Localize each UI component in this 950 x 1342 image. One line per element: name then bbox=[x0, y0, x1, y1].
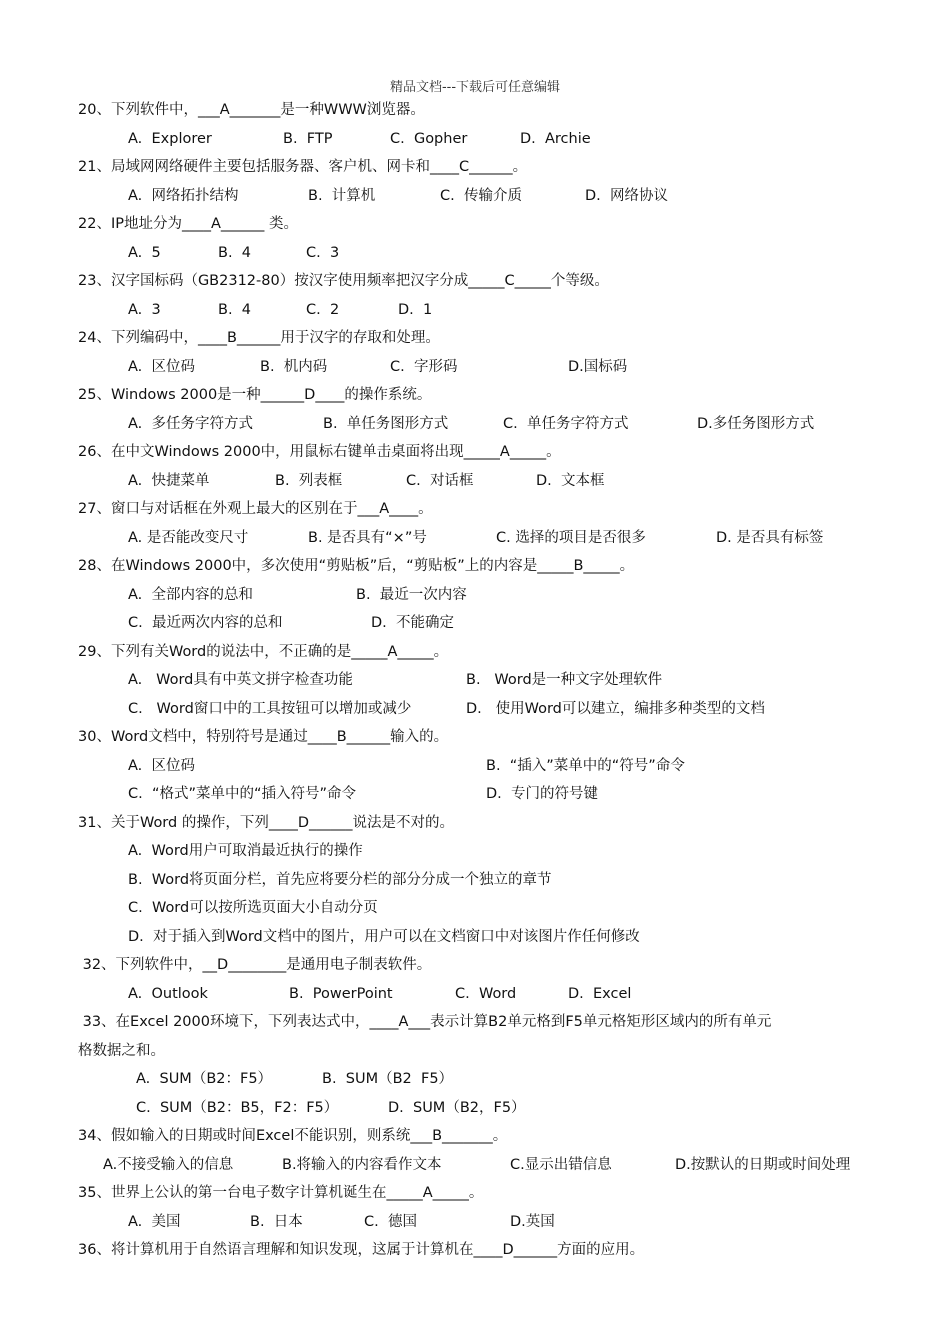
answer-option: D. 不能确定 bbox=[371, 615, 454, 631]
answer-option: B. 日本 bbox=[250, 1213, 303, 1230]
answer-option: A.不接受输入的信息 bbox=[103, 1156, 234, 1173]
question-stem: 36、将计算机用于自然语言理解和知识发现，这属于计算机在____D______方面的应用。 bbox=[78, 1242, 645, 1258]
answer-option: D. 1 bbox=[398, 301, 433, 318]
question-stem: 28、在Windows 2000中，多次使用“剪贴板”后，“剪贴板”上的内容是_____B_____。 bbox=[78, 558, 635, 574]
answer-option: A. 网络拓扑结构 bbox=[128, 187, 239, 204]
answer-option: C. 单任务字符方式 bbox=[503, 415, 629, 432]
answer-option: B. “插入”菜单中的“符号”命令 bbox=[486, 757, 685, 774]
answer-option: B. FTP bbox=[283, 130, 333, 147]
answer-option: D. Excel bbox=[568, 985, 632, 1002]
question-stem: 25、Windows 2000是一种______D____的操作系统。 bbox=[78, 387, 432, 403]
answer-option: B. 机内码 bbox=[260, 358, 328, 375]
answer-option: A. 美国 bbox=[128, 1213, 181, 1230]
answer-option: C. Word bbox=[455, 985, 517, 1002]
page-header: 精品文档---下载后可任意编辑 bbox=[389, 80, 561, 95]
answer-option: D. 网络协议 bbox=[585, 187, 668, 204]
answer-option: B. 4 bbox=[218, 301, 252, 318]
question-stem: 34、假如输入的日期或时间Excel不能识别，则系统___B_______。 bbox=[78, 1128, 508, 1144]
answer-option: C. “格式”菜单中的“插入符号”命令 bbox=[128, 786, 356, 802]
question-stem: 32、下列软件中，__D________是通用电子制表软件。 bbox=[78, 957, 432, 973]
answer-option: C. Word可以按所选页面大小自动分页 bbox=[128, 900, 378, 916]
answer-option: A. Outlook bbox=[128, 985, 208, 1002]
question-stem-continued: 格数据之和。 bbox=[78, 1042, 165, 1059]
answer-option: B. SUM（B2 F5） bbox=[322, 1071, 454, 1087]
answer-option: D.多任务图形方式 bbox=[697, 415, 815, 432]
answer-option: B. Word将页面分栏，首先应将要分栏的部分分成一个独立的章节 bbox=[128, 871, 552, 888]
answer-option: A. 多任务字符方式 bbox=[128, 415, 253, 432]
answer-option: A. SUM（B2：F5） bbox=[136, 1071, 273, 1087]
question-stem: 31、关于Word 的操作，下列____D______说法是不对的。 bbox=[78, 814, 454, 831]
question-stem: 22、IP地址分为____A______ 类。 bbox=[78, 216, 298, 232]
answer-option: D. 文本框 bbox=[536, 472, 605, 489]
question-stem: 33、在Excel 2000环境下，下列表达式中，____A___表示计算B2单元格到F5单元格矩形区域内的所有单元 bbox=[78, 1014, 772, 1030]
answer-option: C. 德国 bbox=[364, 1213, 417, 1230]
answer-option: D. Archie bbox=[520, 130, 591, 147]
answer-option: D.国标码 bbox=[568, 358, 628, 375]
answer-option: A. 是否能改变尺寸 bbox=[128, 529, 249, 546]
answer-option: C. 传输介质 bbox=[440, 187, 522, 204]
answer-option: A. Explorer bbox=[128, 130, 212, 147]
answer-option: B.将输入的内容看作文本 bbox=[282, 1156, 442, 1173]
answer-option: B. 列表框 bbox=[275, 472, 343, 489]
answer-option: A. 5 bbox=[128, 244, 161, 261]
question-stem: 29、下列有关Word的说法中，不正确的是_____A_____。 bbox=[78, 643, 449, 660]
question-stem: 24、下列编码中，____B______用于汉字的存取和处理。 bbox=[78, 330, 440, 346]
answer-option: D. SUM（B2，F5） bbox=[388, 1099, 526, 1116]
answer-option: A. 区位码 bbox=[128, 757, 195, 774]
answer-option: B. 是否具有“×”号 bbox=[308, 529, 427, 546]
answer-option: B. 单任务图形方式 bbox=[323, 415, 449, 432]
answer-option: B. Word是一种文字处理软件 bbox=[466, 672, 663, 688]
answer-option: C. 对话框 bbox=[406, 472, 474, 489]
answer-option: B. PowerPoint bbox=[289, 985, 393, 1002]
question-stem: 30、Word文档中，特别符号是通过____B______输入的。 bbox=[78, 729, 449, 745]
question-stem: 23、汉字国标码（GB2312-80）按汉字使用频率把汉字分成_____C_____个等级。 bbox=[78, 273, 609, 289]
answer-option: C. Word窗口中的工具按钮可以增加或减少 bbox=[128, 700, 412, 717]
answer-option: B. 计算机 bbox=[308, 187, 376, 204]
question-stem: 26、在中文Windows 2000中，用鼠标右键单击桌面将出现_____A_____。 bbox=[78, 444, 561, 460]
answer-option: C.显示出错信息 bbox=[510, 1156, 612, 1173]
answer-option: D.英国 bbox=[510, 1213, 555, 1230]
answer-option: D. 是否具有标签 bbox=[716, 529, 824, 546]
answer-option: C. 字形码 bbox=[390, 358, 458, 375]
answer-option: C. SUM（B2：B5，F2：F5） bbox=[136, 1099, 339, 1116]
question-stem: 27、窗口与对话框在外观上最大的区别在于___A____。 bbox=[78, 501, 433, 517]
answer-option: A. Word具有中英文拼字检查功能 bbox=[128, 672, 353, 688]
answer-option: C. Gopher bbox=[390, 130, 468, 147]
question-stem: 20、下列软件中，___A_______是一种WWW浏览器。 bbox=[78, 102, 425, 118]
answer-option: C. 选择的项目是否很多 bbox=[496, 529, 646, 546]
answer-option: C. 3 bbox=[306, 244, 340, 261]
answer-option: B. 最近一次内容 bbox=[356, 586, 467, 603]
answer-option: C. 2 bbox=[306, 301, 340, 318]
question-stem: 21、局域网网络硬件主要包括服务器、客户机、网卡和____C______。 bbox=[78, 159, 528, 175]
answer-option: A. 3 bbox=[128, 301, 161, 318]
answer-option: D.按默认的日期或时间处理 bbox=[675, 1156, 851, 1173]
answer-option: A. 快捷菜单 bbox=[128, 472, 210, 489]
question-stem: 35、世界上公认的第一台电子数字计算机诞生在_____A_____。 bbox=[78, 1185, 484, 1201]
answer-option: D. 对于插入到Word文档中的图片，用户可以在文档窗口中对该图片作任何修改 bbox=[128, 928, 640, 945]
answer-option: A. 区位码 bbox=[128, 358, 195, 375]
answer-option: D. 使用Word可以建立，编排多种类型的文档 bbox=[466, 700, 765, 717]
answer-option: B. 4 bbox=[218, 244, 252, 261]
answer-option: A. 全部内容的总和 bbox=[128, 586, 253, 603]
answer-option: A. Word用户可取消最近执行的操作 bbox=[128, 843, 363, 859]
answer-option: C. 最近两次内容的总和 bbox=[128, 615, 283, 631]
answer-option: D. 专门的符号键 bbox=[486, 786, 598, 802]
